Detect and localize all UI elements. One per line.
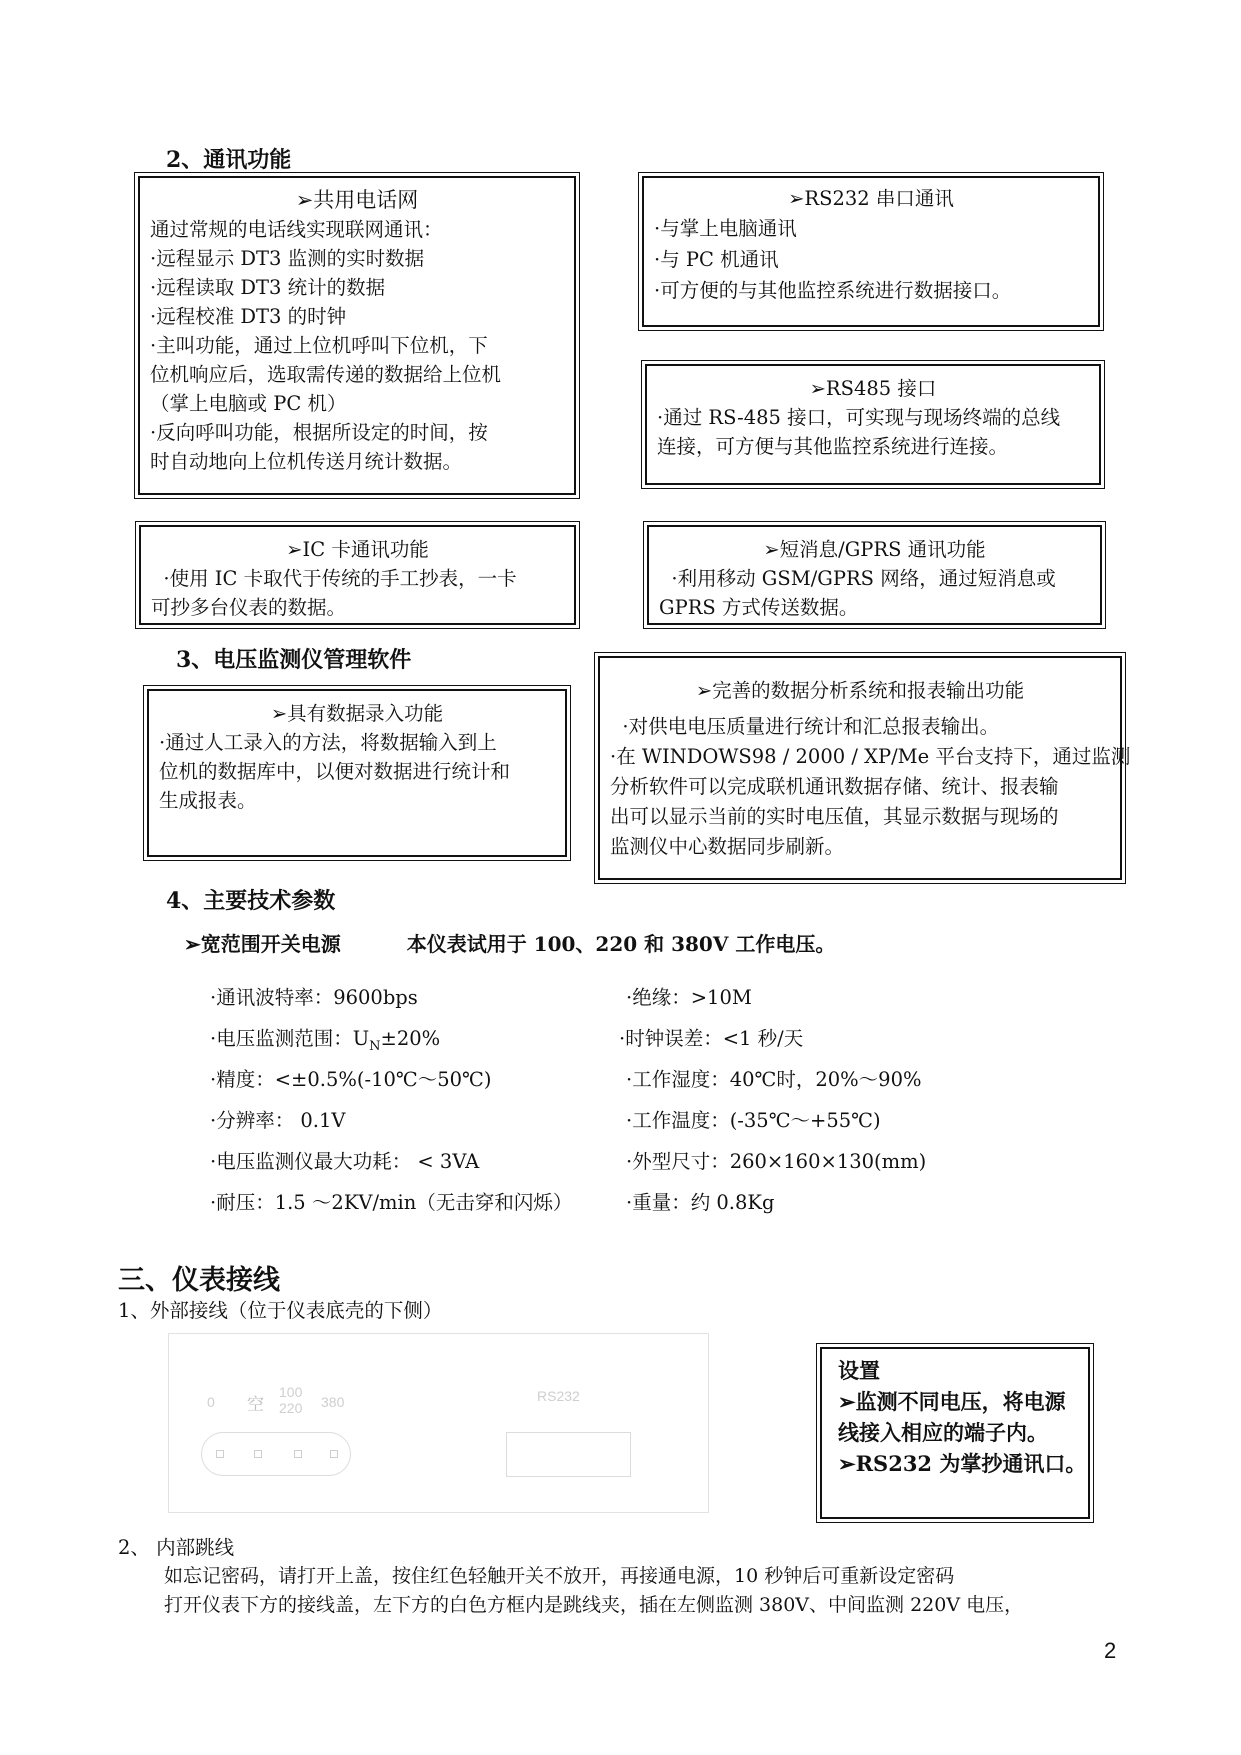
phone-line: （掌上电脑或 PC 机） bbox=[150, 392, 347, 415]
spec-baud-rate: ·通讯波特率：9600bps bbox=[210, 986, 418, 1009]
ic-card-box bbox=[139, 525, 576, 625]
spec-dimensions: ·外型尺寸：260×160×130(mm) bbox=[626, 1150, 927, 1173]
internal-jumper-paragraph: 如忘记密码，请打开上盖，按住红色轻触开关不放开，再接通电源，10 秒钟后可重新设定密码 bbox=[164, 1565, 955, 1587]
sms-gprs-title: ➢短消息/GPRS 通讯功能 bbox=[763, 538, 986, 561]
rs232-line: ·与 PC 机通讯 bbox=[654, 248, 779, 271]
sms-gprs-line: GPRS 方式传送数据。 bbox=[659, 596, 859, 619]
terminal-label-220: 220 bbox=[279, 1400, 303, 1416]
section-heading-software: 3、电压监测仪管理软件 bbox=[176, 647, 412, 673]
ic-card-line: 可抄多台仪表的数据。 bbox=[151, 596, 347, 619]
terminal-label-380: 380 bbox=[321, 1394, 345, 1410]
internal-jumper-label: 2、 内部跳线 bbox=[118, 1536, 235, 1559]
data-analysis-line: ·在 WINDOWS98 / 2000 / XP/Me 平台支持下，通过监测 bbox=[610, 745, 1131, 768]
page-number: 2 bbox=[1104, 1638, 1117, 1663]
section-heading-wiring: 三、仪表接线 bbox=[118, 1265, 280, 1296]
spec-withstand-voltage: ·耐压：1.5 ～2KV/min（无击穿和闪烁） bbox=[210, 1191, 573, 1214]
rs232-line: ·可方便的与其他监控系统进行数据接口。 bbox=[654, 279, 1012, 302]
settings-box bbox=[820, 1347, 1090, 1519]
rs232-line: ·与掌上电脑通讯 bbox=[654, 217, 797, 240]
power-supply-text: 本仪表试用于 100、220 和 380V 工作电压。 bbox=[406, 932, 836, 956]
settings-line: ➢RS232 为掌抄通讯口。 bbox=[838, 1451, 1087, 1476]
data-analysis-line: 分析软件可以完成联机通讯数据存储、统计、报表输 bbox=[610, 775, 1059, 798]
power-supply-line bbox=[184, 928, 835, 957]
external-wiring-label: 1、外部接线（位于仪表底壳的下侧） bbox=[118, 1299, 443, 1322]
phone-network-title: ➢共用电话网 bbox=[295, 188, 419, 212]
terminal-pin bbox=[294, 1450, 302, 1458]
rs485-line: 连接，可方便与其他监控系统进行连接。 bbox=[657, 435, 1009, 458]
settings-title: 设置 bbox=[838, 1358, 880, 1383]
terminal-pin bbox=[216, 1450, 224, 1458]
terminal-pin bbox=[254, 1450, 262, 1458]
phone-line: 时自动地向上位机传送月统计数据。 bbox=[150, 450, 463, 473]
rs232-title: ➢RS232 串口通讯 bbox=[788, 187, 954, 210]
spec-humidity: ·工作湿度：40℃时，20%～90% bbox=[626, 1068, 922, 1091]
terminal-label-100: 100 bbox=[279, 1384, 303, 1400]
data-analysis-line: 监测仪中心数据同步刷新。 bbox=[610, 835, 845, 858]
data-entry-box bbox=[147, 689, 567, 857]
phone-line: ·远程显示 DT3 监测的实时数据 bbox=[150, 247, 425, 270]
terminal-diagram bbox=[168, 1333, 709, 1513]
terminal-pin bbox=[330, 1450, 338, 1458]
section-heading-specs: 4、主要技术参数 bbox=[166, 888, 336, 914]
data-analysis-title: ➢完善的数据分析系统和报表输出功能 bbox=[695, 679, 1025, 702]
terminal-label-0: 0 bbox=[207, 1394, 215, 1410]
rs232-box bbox=[642, 176, 1100, 327]
ic-card-title: ➢IC 卡通讯功能 bbox=[286, 538, 429, 561]
phone-line: ·反向呼叫功能，根据所设定的时间，按 bbox=[150, 421, 488, 444]
spec-resolution: ·分辨率： 0.1V bbox=[210, 1109, 346, 1132]
ic-card-line: ·使用 IC 卡取代于传统的手工抄表，一卡 bbox=[151, 567, 517, 590]
data-analysis-box bbox=[598, 656, 1131, 880]
phone-line: 通过常规的电话线实现联网通讯： bbox=[150, 218, 443, 241]
spec-clock-error: ·时钟误差：<1 秒/天 bbox=[619, 1027, 804, 1050]
section-heading-communication: 2、通讯功能 bbox=[166, 147, 292, 173]
spec-voltage-range: ·电压监测范围：$U_N\pm 20\%$ bbox=[210, 1027, 441, 1054]
sms-gprs-box bbox=[647, 525, 1102, 625]
internal-jumper-paragraph: 打开仪表下方的接线盖，左下方的白色方框内是跳线夹，插在左侧监测 380V、中间监测 220V 电压， bbox=[164, 1594, 1024, 1616]
phone-line: ·主叫功能，通过上位机呼叫下位机，下 bbox=[150, 334, 488, 357]
spec-weight: ·重量：约 0.8Kg bbox=[626, 1191, 775, 1214]
spec-power-consumption: ·电压监测仪最大功耗： < 3VA bbox=[210, 1150, 480, 1173]
sms-gprs-line: ·利用移动 GSM/GPRS 网络，通过短消息或 bbox=[659, 567, 1056, 590]
spec-accuracy: ·精度：<±0.5%(-10℃～50℃) bbox=[210, 1068, 492, 1091]
data-analysis-line: ·对供电电压质量进行统计和汇总报表输出。 bbox=[610, 715, 1000, 738]
data-entry-line: 生成报表。 bbox=[159, 789, 257, 812]
data-entry-title: ➢具有数据录入功能 bbox=[270, 702, 444, 725]
data-entry-line: 位机的数据库中，以便对数据进行统计和 bbox=[159, 760, 511, 783]
rs232-port-label: RS232 bbox=[537, 1388, 580, 1404]
terminal-block bbox=[201, 1432, 351, 1476]
phone-line: 位机响应后，选取需传递的数据给上位机 bbox=[150, 363, 502, 386]
data-analysis-line: 出可以显示当前的实时电压值，其显示数据与现场的 bbox=[610, 805, 1059, 828]
spec-temperature: ·工作温度：(-35℃～+55℃) bbox=[626, 1109, 881, 1132]
rs232-port bbox=[506, 1432, 631, 1477]
spec-insulation: ·绝缘：>10M bbox=[626, 986, 752, 1009]
phone-line: ·远程读取 DT3 统计的数据 bbox=[150, 276, 386, 299]
rs485-title: ➢RS485 接口 bbox=[809, 377, 937, 400]
phone-line: ·远程校准 DT3 的时钟 bbox=[150, 305, 347, 328]
settings-line: ➢监测不同电压，将电源 bbox=[838, 1389, 1066, 1414]
rs485-box bbox=[645, 364, 1101, 485]
data-entry-line: ·通过人工录入的方法，将数据输入到上 bbox=[159, 731, 497, 754]
power-supply-label: ➢宽范围开关电源 bbox=[184, 932, 341, 956]
settings-line: 线接入相应的端子内。 bbox=[838, 1420, 1048, 1445]
terminal-label-empty: 空 bbox=[247, 1395, 264, 1415]
rs485-line: ·通过 RS-485 接口，可实现与现场终端的总线 bbox=[657, 406, 1061, 429]
phone-network-box bbox=[138, 176, 576, 495]
